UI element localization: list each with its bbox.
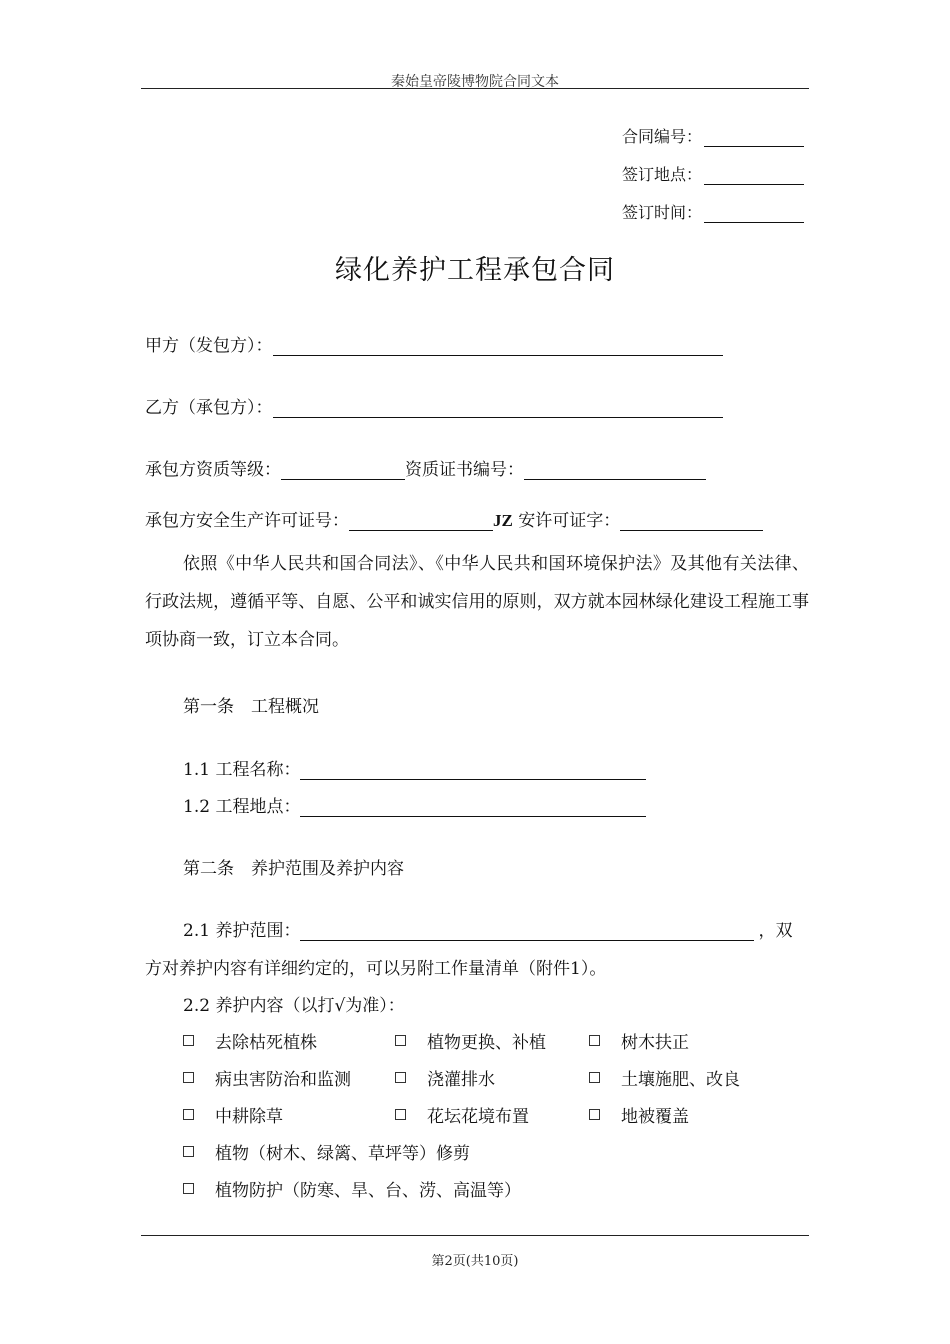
document-title: 绿化养护工程承包合同: [335, 255, 615, 286]
checkbox-row-4: [183, 1139, 803, 1163]
party-a-field[interactable]: [273, 335, 723, 356]
article2-heading: 第二条 养护范围及养护内容: [183, 859, 404, 879]
checkbox-icon[interactable]: [395, 1072, 406, 1083]
page-number: 第2页(共10页): [431, 1254, 519, 1269]
party-a-row: [145, 331, 723, 356]
scope-label: 2.1 养护范围：: [183, 921, 301, 941]
checkbox-icon[interactable]: [183, 1146, 194, 1157]
qualification-row: [145, 455, 706, 480]
project-name-row: [183, 755, 646, 780]
option-pruning[interactable]: 植物（树木、绿篱、草坪等）修剪: [183, 1139, 470, 1164]
jz-license-field[interactable]: [620, 510, 763, 531]
option-irrigation[interactable]: 浇灌排水: [395, 1065, 495, 1090]
sign-time-label: 签订时间：: [622, 203, 703, 222]
checkbox-row-3: [183, 1102, 803, 1126]
checkbox-icon[interactable]: [589, 1035, 600, 1046]
party-b-row: [145, 393, 723, 418]
article1-heading: 第一条 工程概况: [183, 697, 319, 717]
project-location-label: 1.2 工程地点：: [183, 797, 301, 817]
option-plant-protection[interactable]: 植物防护（防寒、旱、台、涝、高温等）: [183, 1176, 521, 1201]
jz-license-label: 安许可证字：: [512, 511, 621, 531]
safety-license-label: 承包方安全生产许可证号：: [145, 511, 349, 531]
qualification-level-field[interactable]: [281, 459, 405, 480]
scope-field[interactable]: [300, 920, 754, 941]
content-label: 2.2 养护内容（以打√为准）：: [183, 996, 405, 1016]
party-b-label: 乙方（承包方）：: [145, 398, 273, 418]
checkbox-icon[interactable]: [395, 1109, 406, 1120]
checkbox-icon[interactable]: [589, 1109, 600, 1120]
safety-license-row: [145, 506, 763, 531]
checkbox-icon[interactable]: [183, 1035, 194, 1046]
checkbox-icon[interactable]: [183, 1109, 194, 1120]
jz-prefix: JZ: [493, 511, 513, 530]
page-header: 秦始皇帝陵博物院合同文本: [391, 74, 559, 90]
qualification-cert-field[interactable]: [524, 459, 706, 480]
checkbox-row-5: [183, 1176, 803, 1200]
option-replace-plants[interactable]: 植物更换、补植: [395, 1028, 546, 1053]
party-a-label: 甲方（发包方）：: [145, 336, 273, 356]
option-pest-control[interactable]: 病虫害防治和监测: [183, 1065, 351, 1090]
sign-place-field[interactable]: [704, 166, 804, 185]
qualification-level-label: 承包方资质等级：: [145, 460, 281, 480]
project-name-field[interactable]: [300, 761, 646, 780]
checkbox-icon[interactable]: [183, 1072, 194, 1083]
option-ground-cover[interactable]: 地被覆盖: [589, 1102, 689, 1127]
checkbox-row-1: [183, 1028, 803, 1052]
checkbox-icon[interactable]: [183, 1183, 194, 1194]
contract-number-field[interactable]: [704, 128, 804, 147]
qualification-cert-label: 资质证书编号：: [405, 460, 524, 480]
sign-time-row: [622, 200, 804, 222]
option-remove-dead-plants[interactable]: 去除枯死植株: [183, 1028, 317, 1053]
sign-place-row: [622, 162, 804, 184]
checkbox-row-2: [183, 1065, 803, 1089]
project-location-row: [183, 792, 646, 817]
footer-divider: [141, 1235, 809, 1236]
option-straighten-trees[interactable]: 树木扶正: [589, 1028, 689, 1053]
contract-number-row: [622, 124, 804, 146]
scope-row: [183, 916, 792, 941]
project-location-field[interactable]: [300, 798, 646, 817]
checkbox-icon[interactable]: [395, 1035, 406, 1046]
header-divider: [141, 88, 809, 89]
sign-time-field[interactable]: [704, 204, 804, 223]
option-fertilization[interactable]: 土壤施肥、改良: [589, 1065, 740, 1090]
option-flowerbed[interactable]: 花坛花境布置: [395, 1102, 529, 1127]
project-name-label: 1.1 工程名称：: [183, 760, 301, 780]
scope-tail: ，双: [758, 921, 793, 941]
scope-line-2: 方对养护内容有详细约定的，可以另附工作量清单（附件1）。: [145, 959, 607, 979]
sign-place-label: 签订地点：: [622, 165, 703, 184]
option-weeding[interactable]: 中耕除草: [183, 1102, 283, 1127]
party-b-field[interactable]: [273, 397, 723, 418]
intro-paragraph: 依照《中华人民共和国合同法》、《中华人民共和国环境保护法》及其他有关法律、行政法规，遵循平等、自愿、公平和诚实信用的原则，双方就本园林绿化建设工程施工事项协商一致，订立本合同。: [145, 554, 809, 650]
checkbox-icon[interactable]: [589, 1072, 600, 1083]
contract-number-label: 合同编号：: [622, 127, 703, 146]
safety-license-field[interactable]: [349, 510, 493, 531]
